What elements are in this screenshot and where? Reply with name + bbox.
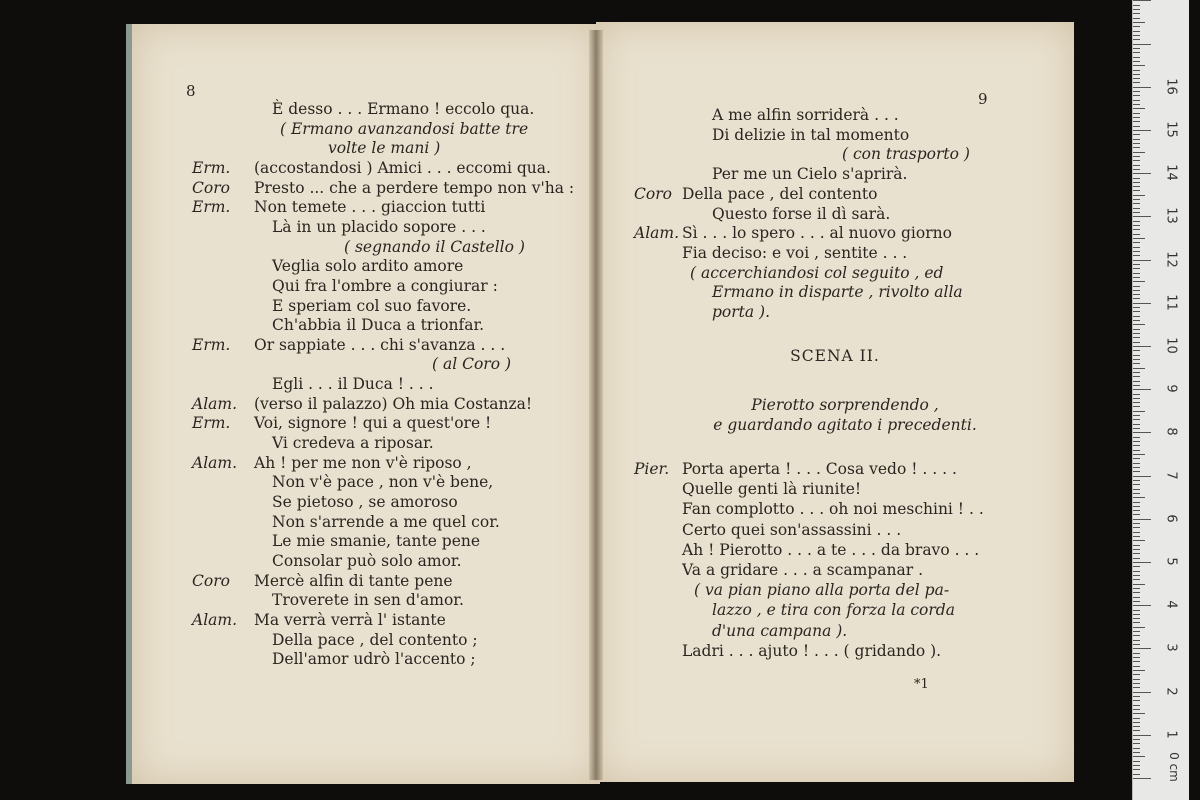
verse-text: Qui fra l'ombre a congiurar : (272, 276, 498, 295)
speaker-name: Alam. (634, 224, 680, 243)
ruler-tick (1133, 52, 1140, 53)
ruler-tick (1133, 212, 1140, 213)
page-number-right: 9 (978, 90, 988, 108)
ruler-tick (1133, 190, 1140, 191)
ruler-unit-label: 0 cm (1166, 752, 1181, 782)
ruler-tick (1133, 333, 1140, 334)
ruler-number: 9 (1163, 384, 1179, 393)
ruler-tick (1133, 126, 1140, 127)
ruler-tick (1133, 510, 1140, 511)
ruler-tick (1133, 445, 1140, 446)
ruler-tick (1133, 614, 1140, 615)
ruler-tick (1133, 553, 1140, 554)
ruler-tick (1133, 545, 1140, 546)
stage-direction-2: e guardando agitato i precedenti. (713, 416, 977, 434)
ruler-tick (1133, 558, 1140, 559)
verse-text: A me alfin sorriderà . . . (712, 106, 899, 124)
verse-text: Le mie smanie, tante pene (272, 532, 481, 551)
ruler-tick (1133, 234, 1140, 235)
ruler-tick (1133, 39, 1140, 40)
ruler-tick (1133, 26, 1140, 27)
verse-text: volte le mani ) (328, 139, 441, 158)
ruler-tick (1133, 406, 1140, 407)
ruler-tick (1133, 687, 1140, 688)
ruler-tick (1133, 381, 1140, 382)
ruler-tick (1133, 298, 1140, 299)
verse-text: Per me un Cielo s'aprirà. (712, 165, 908, 184)
ruler-tick (1133, 527, 1140, 528)
verse-text: Certo quei son'assassini . . . (682, 520, 902, 539)
ruler-tick (1133, 722, 1140, 723)
verse-text: Questo forse il dì sarà. (712, 204, 891, 223)
ruler-tick (1133, 661, 1140, 662)
verse-text: Consolar può solo amor. (272, 551, 462, 570)
ruler-number: 1 (1163, 730, 1179, 739)
ruler-tick (1133, 575, 1140, 576)
verse-text: ( segnando il Castello ) (344, 237, 525, 256)
ruler-tick (1133, 679, 1140, 680)
ruler-tick (1133, 605, 1151, 606)
ruler-tick (1133, 424, 1140, 425)
verse-text: Fan complotto . . . oh noi meschini ! . . (682, 500, 984, 519)
ruler-tick (1133, 273, 1140, 274)
verse-text: (verso il palazzo) Oh mia Costanza! (254, 394, 533, 413)
ruler-tick (1133, 394, 1140, 395)
ruler-tick (1133, 57, 1140, 58)
verse-text: Di delizie in tal momento (712, 125, 910, 144)
ruler-tick (1133, 640, 1140, 641)
verse-text: d'una campana ). (712, 621, 848, 640)
ruler-tick (1133, 147, 1140, 148)
speaker-name: Alam. (192, 610, 238, 629)
ruler-tick (1133, 65, 1145, 66)
ruler-tick (1133, 268, 1140, 269)
ruler-tick (1133, 450, 1140, 451)
ruler-number: 14 (1163, 164, 1179, 181)
ruler-tick (1133, 182, 1140, 183)
verse-text: Quelle genti là riunite! (682, 480, 862, 499)
ruler-tick (1133, 415, 1140, 416)
ruler-tick (1133, 264, 1140, 265)
ruler-tick (1133, 566, 1140, 567)
ruler-tick (1133, 281, 1145, 282)
speaker-name: Erm. (192, 414, 231, 433)
right-page (596, 22, 1074, 782)
ruler-tick (1133, 199, 1140, 200)
ruler-tick (1133, 497, 1145, 498)
ruler-tick (1133, 376, 1140, 377)
ruler-number: 2 (1163, 686, 1179, 696)
ruler-tick (1133, 579, 1140, 580)
ruler-tick (1133, 363, 1140, 364)
speaker-name: Coro (192, 571, 230, 590)
ruler-tick (1133, 657, 1140, 658)
ruler-tick (1133, 692, 1151, 693)
ruler-tick (1133, 454, 1145, 455)
ruler-tick (1133, 398, 1140, 399)
ruler-tick (1133, 713, 1145, 714)
ruler-tick (1133, 130, 1151, 131)
ruler-tick (1133, 277, 1140, 278)
ruler-tick (1133, 730, 1140, 731)
ruler-tick (1133, 152, 1145, 153)
ruler-tick (1133, 307, 1140, 308)
ruler-tick (1133, 143, 1140, 144)
speaker-name: Erm. (192, 335, 231, 354)
ruler-tick (1133, 601, 1140, 602)
book-gutter (589, 30, 603, 780)
ruler-tick (1133, 216, 1151, 217)
verse-text: Fia deciso: e voi , sentite . . . (682, 243, 908, 262)
ruler-tick (1133, 70, 1140, 71)
ruler-tick (1133, 484, 1140, 485)
verse-text: (accostandosi ) Amici . . . eccomi qua. (254, 158, 551, 177)
ruler-tick (1133, 22, 1145, 23)
verse-text: lazzo , e tira con forza la corda (712, 601, 955, 620)
ruler-tick (1133, 346, 1151, 347)
ruler-tick (1133, 255, 1140, 256)
ruler-number: 16 (1163, 78, 1179, 95)
ruler-tick (1133, 108, 1145, 109)
ruler-tick (1133, 355, 1140, 356)
ruler-tick (1133, 186, 1140, 187)
ruler-tick (1133, 458, 1140, 459)
signature-mark: *1 (914, 677, 929, 692)
ruler-tick (1133, 385, 1140, 386)
ruler-tick (1133, 761, 1140, 762)
ruler-tick (1133, 536, 1140, 537)
ruler-tick (1133, 0, 1151, 1)
ruler-tick (1133, 597, 1140, 598)
ruler-tick (1133, 5, 1140, 6)
ruler-tick (1133, 437, 1140, 438)
ruler-number: 11 (1163, 294, 1179, 311)
ruler-tick (1133, 666, 1140, 667)
ruler-tick (1133, 476, 1151, 477)
ruler-tick (1133, 748, 1140, 749)
ruler-tick (1133, 519, 1151, 520)
verse-text: Sì . . . lo spero . . . al nuovo giorno (682, 224, 952, 243)
ruler-number: 5 (1163, 557, 1179, 566)
ruler-tick (1133, 709, 1140, 710)
verse-text: ( va pian piano alla porta del pa- (694, 581, 950, 600)
ruler-tick (1133, 627, 1145, 628)
ruler-tick (1133, 290, 1140, 291)
verse-text: Or sappiate . . . chi s'avanza . . . (254, 335, 506, 354)
ruler-tick (1133, 238, 1145, 239)
ruler-tick (1133, 359, 1140, 360)
ruler-tick (1133, 419, 1140, 420)
ruler-tick (1133, 91, 1140, 92)
verse-text: Egli . . . il Duca ! . . . (272, 375, 434, 394)
ruler-number: 15 (1163, 121, 1179, 138)
ruler-tick (1133, 467, 1140, 468)
verse-text: Voi, signore ! qui a quest'ore ! (254, 414, 492, 433)
verse-text: ( con trasporto ) (842, 145, 970, 164)
ruler-tick (1133, 756, 1145, 757)
ruler-tick (1133, 165, 1140, 166)
ruler-tick (1133, 588, 1140, 589)
verse-text: Porta aperta ! . . . Cosa vedo ! . . . . (682, 460, 957, 478)
ruler-tick (1133, 493, 1140, 494)
ruler-tick (1133, 622, 1140, 623)
speaker-name: Coro (634, 184, 672, 203)
ruler-tick (1133, 389, 1151, 390)
verse-text: porta ). (712, 303, 771, 321)
ruler-tick (1133, 635, 1140, 636)
ruler-tick (1133, 432, 1151, 433)
verse-text: Ermano in disparte , rivolto alla (712, 283, 963, 302)
ruler-tick (1133, 61, 1140, 62)
ruler-tick (1133, 670, 1145, 671)
ruler-tick (1133, 428, 1140, 429)
verse-text: Vi credeva a riposar. (272, 434, 434, 453)
verse-text: Non s'arrende a me quel cor. (272, 512, 500, 531)
ruler-tick (1133, 402, 1140, 403)
ruler-tick (1133, 156, 1140, 157)
ruler-tick (1133, 653, 1140, 654)
ruler-tick (1133, 169, 1140, 170)
ruler-tick (1133, 104, 1140, 105)
scene-heading: SCENA II. (790, 347, 880, 365)
ruler-tick (1133, 342, 1140, 343)
ruler-tick (1133, 562, 1151, 563)
ruler-tick (1133, 221, 1140, 222)
ruler-tick (1133, 260, 1151, 261)
ruler-tick (1133, 350, 1140, 351)
ruler-tick (1133, 160, 1140, 161)
ruler-tick (1133, 532, 1140, 533)
verse-text: Della pace , del contento ; (272, 630, 478, 649)
ruler-tick (1133, 286, 1140, 287)
ruler-tick (1133, 208, 1140, 209)
ruler-tick (1133, 48, 1140, 49)
ruler-tick (1133, 195, 1145, 196)
ruler-tick (1133, 480, 1140, 481)
verse-text: Va a gridare . . . a scampanar . (682, 561, 924, 579)
ruler-tick (1133, 316, 1140, 317)
ruler-tick (1133, 683, 1140, 684)
verse-text: Presto ... che a perdere tempo non v'ha : (254, 178, 575, 197)
ruler-tick (1133, 774, 1140, 775)
verse-text: È desso . . . Ermano ! eccolo qua. (272, 100, 535, 118)
ruler-tick (1133, 337, 1140, 338)
verse-text: ( Ermano avanzandosi batte tre (280, 119, 529, 138)
ruler-number: 6 (1163, 514, 1179, 523)
ruler-tick (1133, 674, 1140, 675)
ruler-tick (1133, 648, 1151, 649)
ruler-tick (1133, 372, 1140, 373)
ruler-tick (1133, 502, 1140, 503)
ruler-tick (1133, 471, 1140, 472)
ruler-tick (1133, 173, 1151, 174)
stage-direction-1: Pierotto sorprendendo , (751, 396, 939, 414)
ruler-tick (1133, 752, 1140, 753)
ruler-tick (1133, 705, 1140, 706)
ruler-tick (1133, 134, 1140, 135)
verse-text: Mercè alfin di tante pene (254, 571, 453, 590)
ruler-tick (1133, 113, 1140, 114)
open-book (126, 20, 1076, 790)
ruler-tick (1133, 778, 1151, 779)
ruler-tick (1133, 311, 1140, 312)
ruler-tick (1133, 117, 1140, 118)
ruler-tick (1133, 735, 1151, 736)
ruler-tick (1133, 13, 1140, 14)
verse-text: ( al Coro ) (432, 355, 512, 374)
verse-text: Non temete . . . giaccion tutti (254, 198, 486, 217)
ruler-tick (1133, 523, 1140, 524)
ruler-tick (1133, 100, 1140, 101)
ruler-tick (1133, 765, 1140, 766)
ruler-tick (1133, 610, 1140, 611)
page-number-left: 8 (186, 82, 196, 100)
ruler-tick (1133, 463, 1140, 464)
ruler-tick (1133, 769, 1140, 770)
ruler-tick (1133, 726, 1140, 727)
ruler-tick (1133, 82, 1140, 83)
ruler-tick (1133, 549, 1140, 550)
speaker-name: Erm. (192, 158, 231, 177)
verse-text: Ma verrà verrà l' istante (254, 610, 446, 629)
ruler-tick (1133, 251, 1140, 252)
ruler-number: 10 (1163, 337, 1179, 354)
ruler-number: 13 (1163, 207, 1179, 225)
ruler-tick (1133, 78, 1140, 79)
speaker-name: Alam. (192, 453, 238, 472)
verse-text: Ladri . . . ajuto ! . . . ( gridando ). (682, 641, 942, 660)
verse-text: Ah ! Pierotto . . . a te . . . da bravo . . . (682, 540, 980, 559)
ruler-tick (1133, 18, 1140, 19)
verse-text: Dell'amor udrò l'accento ; (272, 650, 476, 669)
ruler-tick (1133, 441, 1140, 442)
ruler-tick (1133, 514, 1140, 515)
verse-text: Veglia solo ardito amore (272, 257, 464, 276)
ruler-tick (1133, 44, 1151, 45)
verse-text: Se pietoso , se amoroso (272, 493, 458, 511)
ruler-tick (1133, 320, 1140, 321)
ruler-tick (1133, 540, 1145, 541)
ruler-tick (1133, 696, 1140, 697)
ruler-tick (1133, 95, 1140, 96)
ruler-tick (1133, 139, 1140, 140)
verse-text: ( accerchiandosi col seguito , ed (690, 263, 944, 282)
verse-text: Ch'abbia il Duca a trionfar. (272, 316, 485, 335)
left-page (126, 24, 600, 784)
ruler-tick (1133, 700, 1140, 701)
ruler-tick (1133, 718, 1140, 719)
ruler-tick (1133, 571, 1140, 572)
ruler-number: 4 (1163, 600, 1179, 609)
speaker-name: Pier. (634, 460, 670, 478)
ruler-tick (1133, 644, 1140, 645)
speaker-name: Coro (192, 178, 230, 197)
ruler-number: 8 (1163, 427, 1179, 437)
ruler-tick (1133, 87, 1151, 88)
verse-text: Là in un placido sopore . . . (272, 217, 486, 236)
ruler-tick (1133, 739, 1140, 740)
measuring-ruler (1132, 0, 1189, 800)
speaker-name: Erm. (192, 198, 231, 217)
ruler-tick (1133, 489, 1140, 490)
ruler-tick (1133, 242, 1140, 243)
ruler-tick (1133, 324, 1145, 325)
ruler-tick (1133, 294, 1140, 295)
ruler-tick (1133, 9, 1140, 10)
speaker-name: Alam. (192, 394, 238, 413)
verse-text: Non v'è pace , non v'è bene, (272, 473, 494, 492)
ruler-number: 7 (1163, 470, 1179, 480)
ruler-tick (1133, 411, 1145, 412)
ruler-tick (1133, 229, 1140, 230)
ruler-tick (1133, 203, 1140, 204)
verse-text: Troverete in sen d'amor. (272, 591, 464, 610)
ruler-tick (1133, 584, 1145, 585)
ruler-tick (1133, 592, 1140, 593)
ruler-tick (1133, 506, 1140, 507)
ruler-number: 12 (1163, 250, 1179, 268)
ruler-tick (1133, 31, 1140, 32)
ruler-tick (1133, 121, 1140, 122)
ruler-tick (1133, 225, 1140, 226)
ruler-tick (1133, 303, 1151, 304)
ruler-tick (1133, 618, 1140, 619)
ruler-tick (1133, 35, 1140, 36)
ruler-tick (1133, 329, 1140, 330)
verse-text: Della pace , del contento (682, 184, 878, 203)
ruler-tick (1133, 631, 1140, 632)
ruler-tick (1133, 743, 1140, 744)
verse-text: E speriam col suo favore. (272, 296, 472, 315)
ruler-tick (1133, 74, 1140, 75)
ruler-tick (1133, 178, 1140, 179)
ruler-tick (1133, 368, 1145, 369)
ruler-number: 3 (1163, 643, 1179, 653)
ruler-tick (1133, 247, 1140, 248)
verse-text: Ah ! per me non v'è riposo , (254, 453, 472, 472)
